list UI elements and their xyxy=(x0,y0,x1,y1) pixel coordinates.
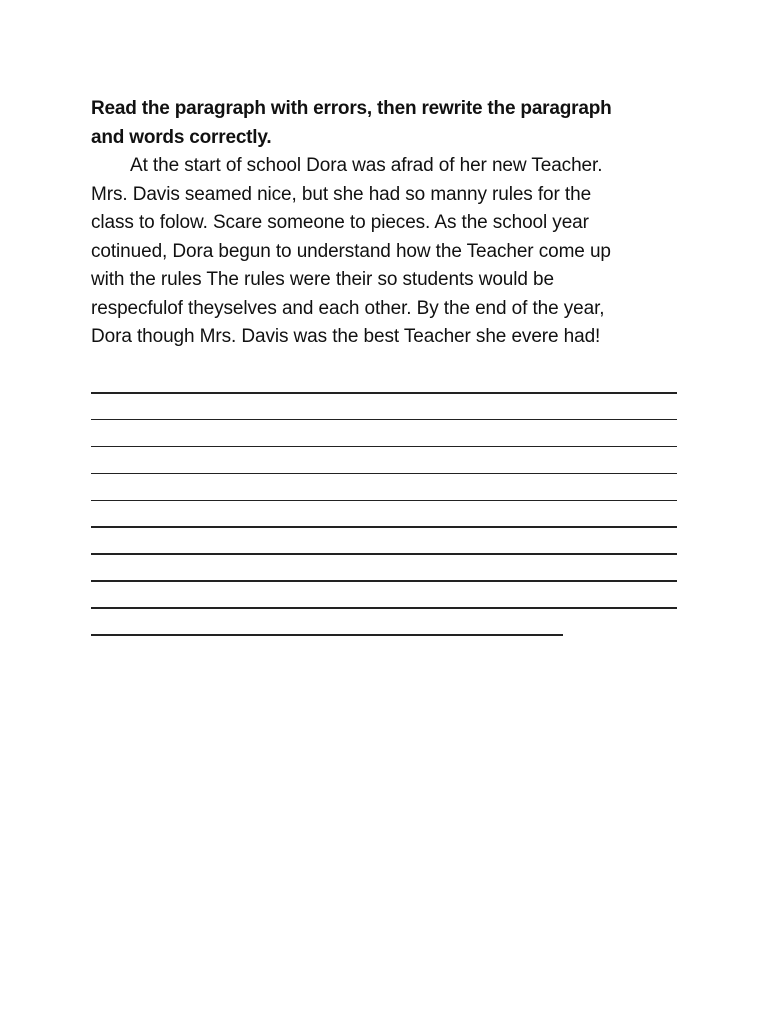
instructions-line-1: Read the paragraph with errors, then rewrite the paragraph xyxy=(91,98,612,119)
worksheet-content xyxy=(91,95,681,352)
answer-line xyxy=(91,392,677,394)
paragraph-line-2: Mrs. Davis seamed nice, but she had so manny rules for the xyxy=(91,183,592,205)
paragraph-line-1: At the start of school Dora was afrad of her new Teacher. xyxy=(130,155,603,176)
answer-line xyxy=(91,500,677,502)
answer-line xyxy=(91,607,677,609)
answer-line xyxy=(91,446,677,448)
paragraph-line-5: with the rules The rules were their so students would be xyxy=(91,269,554,290)
instructions-heading xyxy=(91,95,681,152)
answer-line xyxy=(91,526,677,528)
answer-line-last xyxy=(91,634,563,636)
answer-line xyxy=(91,419,677,421)
paragraph-line-4: cotinued, Dora begun to understand how the Teacher come up xyxy=(91,240,611,262)
instructions-line-2: and words correctly. xyxy=(91,126,272,148)
answer-line xyxy=(91,580,677,582)
answer-line xyxy=(91,553,677,555)
error-paragraph xyxy=(91,152,681,352)
answer-writing-area[interactable] xyxy=(91,392,677,661)
answer-line xyxy=(91,473,677,475)
paragraph-line-6: respecfulof theyselves and each other. By the end of the year, xyxy=(91,297,605,319)
paragraph-line-7: Dora though Mrs. Davis was the best Teacher she evere had! xyxy=(91,326,601,347)
paragraph-line-3: class to folow. Scare someone to pieces. As the school year xyxy=(91,212,589,233)
